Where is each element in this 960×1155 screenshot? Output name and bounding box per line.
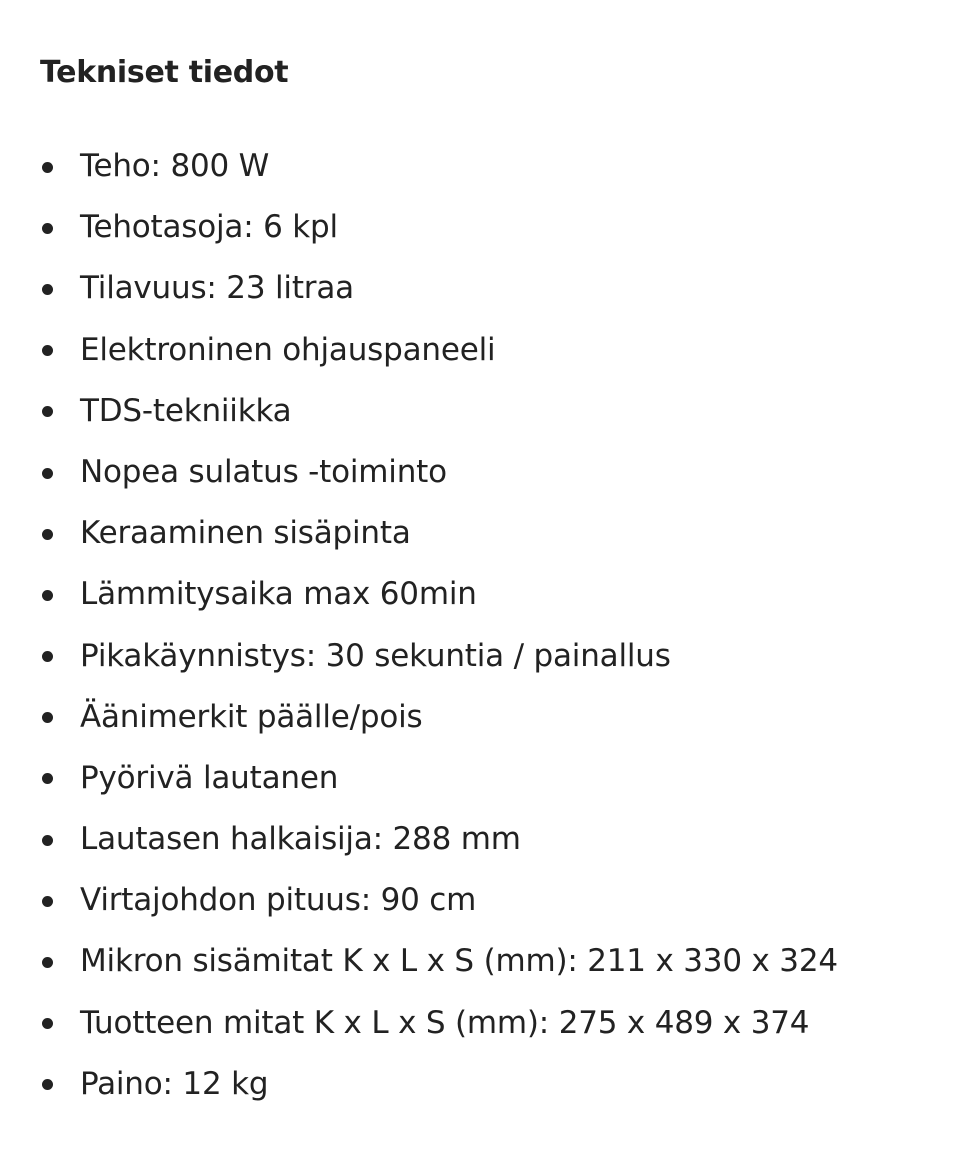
bullet-dot-icon <box>42 223 53 234</box>
bullet-dot-icon <box>42 1079 53 1090</box>
bullet-dot-icon <box>42 406 53 417</box>
bullet-dot-icon <box>42 345 53 356</box>
spec-item-text: Lämmitysaika max 60min <box>80 576 477 613</box>
spec-item <box>40 503 838 564</box>
spec-item-text: Keraaminen sisäpinta <box>80 515 411 552</box>
bullet-dot-icon <box>42 651 53 662</box>
spec-item-text: Lautasen halkaisija: 288 mm <box>80 821 521 858</box>
spec-item <box>40 626 838 687</box>
bullet-dot-icon <box>42 773 53 784</box>
spec-item <box>40 931 838 992</box>
spec-item <box>40 809 838 870</box>
spec-item-text: Paino: 12 kg <box>80 1065 269 1102</box>
bullet-dot-icon <box>42 590 53 601</box>
spec-item-text: TDS-tekniikka <box>80 392 292 429</box>
spec-item <box>40 687 838 748</box>
bullet-dot-icon <box>42 468 53 479</box>
spec-item-text: Teho: 800 W <box>80 148 270 184</box>
spec-item-text: Nopea sulatus -toiminto <box>80 453 447 490</box>
spec-item-text: Tuotteen mitat K x L x S (mm): 275 x 489 x 374 <box>80 1004 810 1041</box>
bullet-dot-icon <box>42 957 53 968</box>
spec-item <box>40 136 838 197</box>
bullet-dot-icon <box>42 1018 53 1029</box>
spec-item-text: Tehotasoja: 6 kpl <box>80 209 338 246</box>
bullet-dot-icon <box>42 162 53 173</box>
spec-item <box>40 870 838 931</box>
spec-item-text: Elektroninen ohjauspaneeli <box>80 331 496 368</box>
spec-item <box>40 320 838 381</box>
spec-item <box>40 1054 838 1115</box>
spec-item <box>40 564 838 625</box>
spec-item <box>40 258 838 319</box>
spec-item-text: Äänimerkit päälle/pois <box>80 698 423 735</box>
spec-item-text: Pyörivä lautanen <box>80 759 339 796</box>
spec-item <box>40 748 838 809</box>
bullet-dot-icon <box>42 712 53 723</box>
bullet-dot-icon <box>42 529 53 540</box>
spec-item-text: Mikron sisämitat K x L x S (mm): 211 x 330 x 324 <box>80 943 838 980</box>
spec-item <box>40 442 838 503</box>
spec-item-text: Pikakäynnistys: 30 sekuntia / painallus <box>80 637 671 674</box>
spec-list <box>40 136 838 1115</box>
spec-item-text: Tilavuus: 23 litraa <box>80 270 354 307</box>
bullet-dot-icon <box>42 835 53 846</box>
technical-specs-section <box>40 48 940 1102</box>
spec-item-text: Virtajohdon pituus: 90 cm <box>80 882 477 919</box>
spec-item <box>40 381 838 442</box>
section-title: Tekniset tiedot <box>40 55 289 90</box>
bullet-dot-icon <box>42 284 53 295</box>
spec-item <box>40 197 838 258</box>
spec-item <box>40 993 838 1054</box>
bullet-dot-icon <box>42 896 53 907</box>
